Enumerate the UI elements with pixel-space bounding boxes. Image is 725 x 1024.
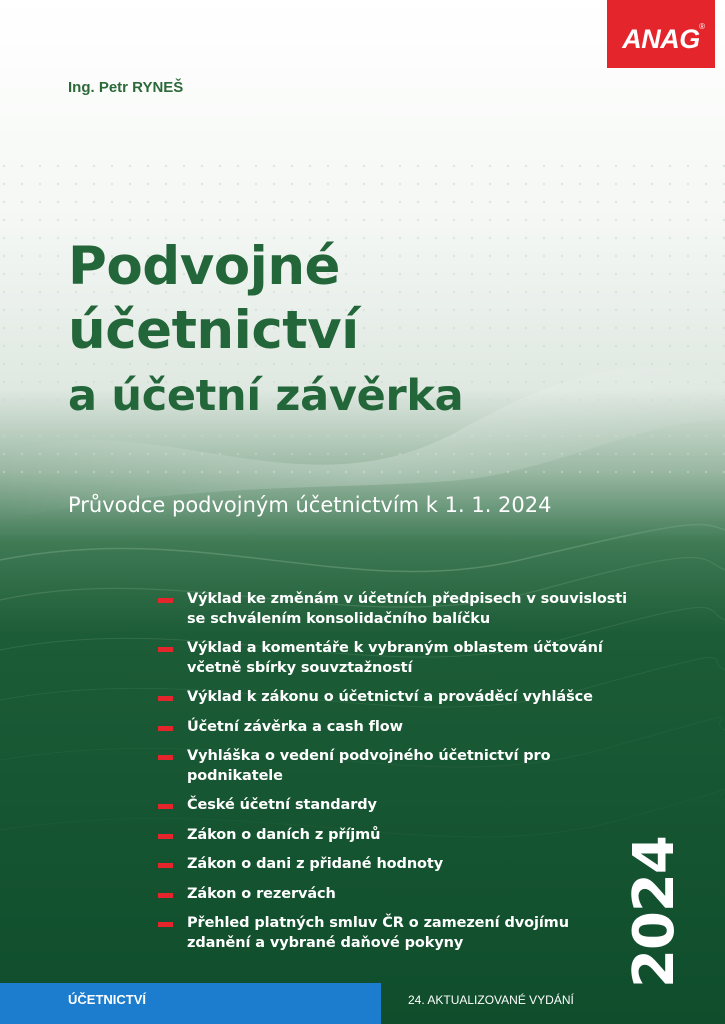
title-line-1: Podvojné — [68, 236, 340, 297]
title-line-3: a účetní závěrka — [68, 371, 464, 421]
category-bar — [0, 983, 381, 1024]
contents-list-item-line: Výklad ke změnám v účetních předpisech v souvislosti — [187, 591, 627, 607]
edition-label: 24. AKTUALIZOVANÉ VYDÁNÍ — [408, 993, 574, 1007]
category-label: ÚČETNICTVÍ — [68, 992, 146, 1007]
contents-list-item-line: České účetní standardy — [187, 797, 377, 813]
contents-list-item-line: Vyhláška o vedení podvojného účetnictví pro podnikatele — [187, 748, 551, 784]
contents-list — [158, 590, 638, 963]
contents-list-item-line: Účetní závěrka a cash flow — [187, 718, 403, 735]
book-title — [68, 236, 463, 428]
contents-list-item — [158, 718, 638, 738]
edition-year: 2024 — [622, 836, 687, 988]
contents-list-item — [158, 639, 638, 678]
title-line-2: účetnictví — [68, 300, 359, 361]
contents-list-item-line: Výklad a komentáře k vybraným oblastem účtování — [187, 640, 603, 656]
contents-list-item — [158, 688, 638, 708]
contents-list-item-line: zdanění a vybrané daňové pokyny — [187, 934, 464, 951]
contents-list-item — [158, 590, 638, 629]
contents-list-item — [158, 855, 638, 875]
book-subtitle: Průvodce podvojným účetnictvím k 1. 1. 2024 — [68, 493, 552, 517]
contents-list-item-line: se schválením konsolidačního balíčku — [187, 610, 491, 627]
author-name: Ing. Petr RYNEŠ — [68, 79, 184, 96]
contents-list-item — [158, 747, 638, 786]
publisher-logo-text: ANAG — [622, 23, 700, 54]
contents-list-item-line: včetně sbírky souvztažností — [187, 659, 413, 676]
contents-list-item-line: Zákon o dani z přidané hodnoty — [187, 856, 444, 872]
contents-list-item — [158, 826, 638, 846]
contents-list-item-line: Zákon o daních z příjmů — [187, 826, 381, 843]
contents-list-item-line: Výklad k zákonu o účetnictví a prováděcí vyhlášce — [187, 689, 593, 705]
contents-list-item-line: Zákon o rezervách — [187, 885, 336, 902]
contents-list-item — [158, 796, 638, 816]
contents-list-item — [158, 914, 638, 953]
publisher-logo — [607, 0, 715, 68]
registered-mark: ® — [699, 22, 705, 31]
contents-list-item — [158, 885, 638, 905]
contents-list-item-line: Přehled platných smluv ČR o zamezení dvojímu — [187, 915, 569, 931]
